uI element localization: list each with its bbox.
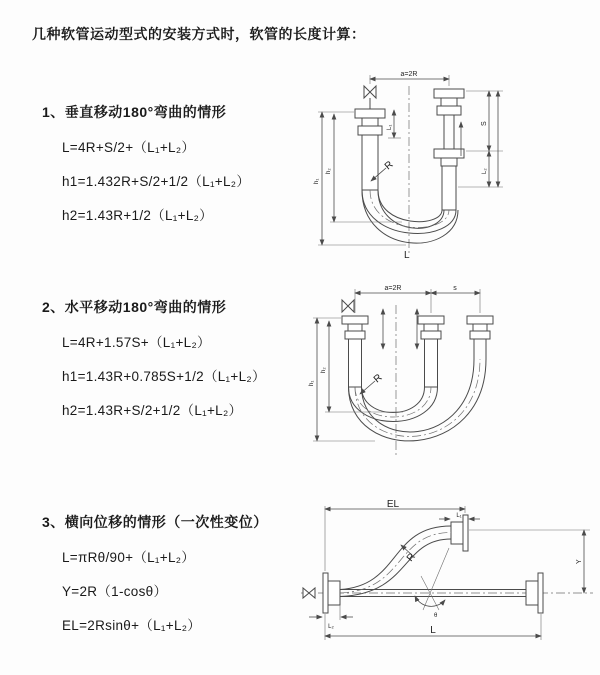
left-flange <box>323 573 340 613</box>
braided-hose-middle <box>425 339 438 387</box>
right-flange <box>434 89 464 210</box>
dim-fittings <box>383 309 417 349</box>
theta-label: θ <box>434 613 438 619</box>
dim-s-label: s <box>453 285 457 292</box>
dim-s <box>458 91 503 187</box>
braided-hose-left <box>362 135 378 190</box>
dim-l1-label: L₁ <box>387 124 393 130</box>
right-flange <box>467 316 493 359</box>
radius-callout <box>360 372 384 394</box>
section-3-formula-EL: EL=2Rsinθ+（L₁+L₂） <box>62 618 202 633</box>
diagram-vertical-180-bend <box>306 64 598 262</box>
angle-theta <box>415 548 449 619</box>
section-1-formula-L: L=4R+S/2+（L₁+L₂） <box>62 140 196 155</box>
left-flange <box>342 316 368 387</box>
dim-a2r-label: a=2R <box>384 285 402 292</box>
dim-l <box>325 614 541 640</box>
dim-el-label: EL <box>386 499 400 510</box>
section-2-heading: 2、水平移动180°弯曲的情形 <box>42 299 227 315</box>
hose-s-curve <box>340 526 451 597</box>
dim-h1-label: h₁ <box>314 178 320 184</box>
diagram-horizontal-180-bend <box>303 281 600 463</box>
dim-l1 <box>387 110 401 138</box>
dim-l1-label: L₁ <box>456 513 462 519</box>
hose-u-curves <box>349 359 487 441</box>
valve-icon <box>364 86 376 109</box>
section-2-formula-L: L=4R+1.57S+（L₁+L₂） <box>62 335 211 350</box>
section-1-formula-h1: h1=1.432R+S/2+1/2（L₁+L₂） <box>62 174 251 189</box>
dim-l1 <box>439 513 480 519</box>
dim-l-label: L <box>430 625 436 636</box>
length-label: L <box>404 250 410 261</box>
radius-label: R <box>371 372 385 386</box>
dim-a2r-label: a=2R <box>400 71 418 78</box>
section-3-heading: 3、横向位移的情形（一次性变位） <box>42 514 268 530</box>
page-title: 几种软管运动型式的安装方式时，软管的长度计算： <box>32 26 366 42</box>
dim-h1-label: h₁ <box>309 380 315 386</box>
section-2-formula-h2: h2=1.43R+S/2+1/2（L₁+L₂） <box>62 403 243 418</box>
radius-label: R <box>382 159 396 173</box>
diagram-lateral-displacement <box>293 498 600 650</box>
section-1-formula-h2: h2=1.43R+1/2（L₁+L₂） <box>62 208 213 223</box>
dim-l2-label: L₂ <box>482 168 488 174</box>
section-1-heading: 1、垂直移动180°弯曲的情形 <box>42 104 227 120</box>
left-flange <box>355 109 385 190</box>
upper-flange <box>451 515 468 551</box>
middle-flange <box>418 316 444 387</box>
dim-s-label: S <box>481 121 488 126</box>
right-flange <box>526 573 543 613</box>
section-2 <box>42 297 266 419</box>
valve-icon <box>303 588 315 598</box>
dim-a2r <box>355 285 480 313</box>
section-3-formula-Y: Y=2R（1-cosθ） <box>62 584 168 599</box>
dim-l2 <box>309 605 353 630</box>
section-3 <box>42 512 268 634</box>
dim-l2-label: L₂ <box>328 624 334 630</box>
dim-h2-label: h₂ <box>326 168 332 174</box>
braided-hose-left <box>349 339 362 387</box>
dim-a2r <box>370 71 449 86</box>
radius-label: R <box>404 551 418 564</box>
section-1 <box>42 102 250 224</box>
section-3-formula-L: L=πRθ/90+（L₁+L₂） <box>62 550 196 565</box>
valve-icon <box>342 300 354 312</box>
dim-h2-label: h₂ <box>321 367 327 373</box>
dim-y-label: Y <box>576 559 583 564</box>
braided-hose-right <box>442 166 456 210</box>
section-2-formula-h1: h1=1.43R+0.785S+1/2（L₁+L₂） <box>62 369 266 384</box>
